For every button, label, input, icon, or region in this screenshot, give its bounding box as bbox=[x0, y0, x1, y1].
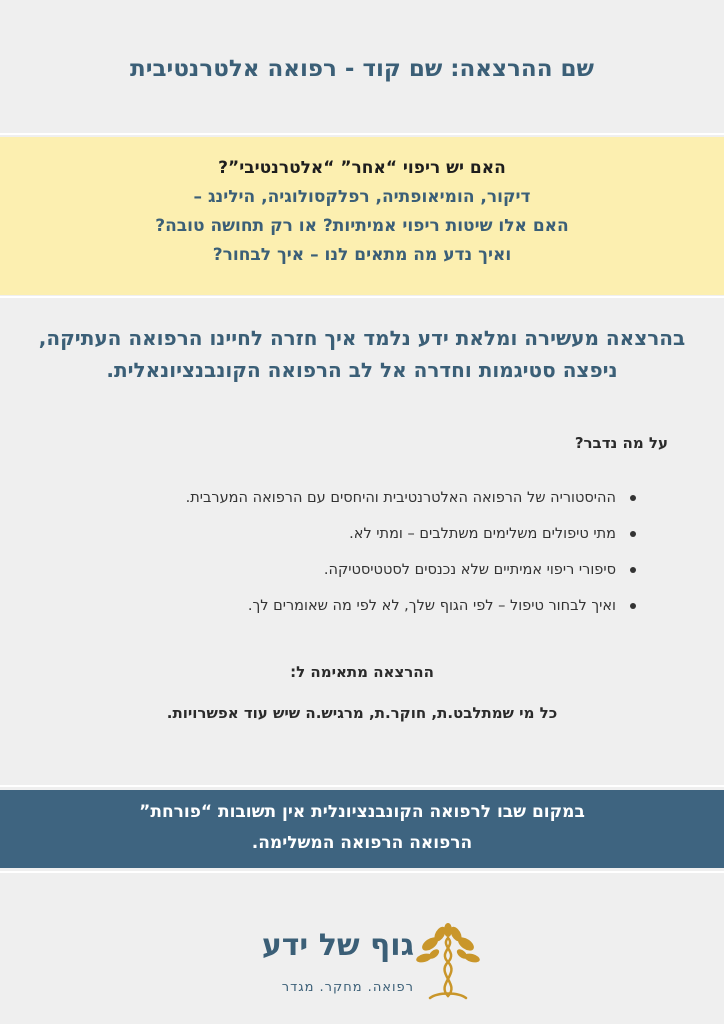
list-item-text: ואיך לבחור טיפול – לפי הגוף שלך, לא לפי מה שאומרים לך. bbox=[247, 598, 616, 614]
questions-heading: האם יש ריפוי “אחר” “אלטרנטיבי”? bbox=[218, 158, 506, 178]
closing-banner bbox=[0, 790, 724, 868]
divider bbox=[0, 133, 724, 135]
questions-box bbox=[0, 137, 724, 295]
list-item-text: מתי טיפולים משלימים משתלבים – ומתי לא. bbox=[349, 526, 616, 542]
intro-line: בהרצאה מעשירה ומלאת ידע נלמד איך חזרה לחיינו הרפואה העתיקה, bbox=[38, 326, 686, 350]
list-item bbox=[56, 480, 616, 516]
divider bbox=[0, 785, 724, 787]
question-line: דיקור, הומיאופתיה, רפלקסולוגיה, הילינג – bbox=[193, 187, 531, 207]
list-item-text: ההיסטוריה של הרפואה האלטרנטיבית והיחסים עם הרפואה המערבית. bbox=[185, 490, 616, 506]
list-item-text: סיפורי ריפוי אמיתיים שלא נכנסים לסטטיסטיקה. bbox=[323, 562, 616, 578]
brand-name: גוף של ידע bbox=[261, 928, 414, 963]
audience-text: כל מי שמתלבט.ת, חוקר.ת, מרגיש.ה שיש עוד אפשרויות. bbox=[166, 704, 558, 722]
divider bbox=[0, 296, 724, 298]
bullet-icon bbox=[630, 495, 636, 501]
tree-of-knowledge-icon bbox=[416, 922, 480, 1002]
banner-line: הרפואה הרפואה המשלימה. bbox=[251, 833, 473, 853]
bullet-icon bbox=[630, 603, 636, 609]
audience-heading: ההרצאה מתאימה ל: bbox=[290, 663, 434, 681]
list-item bbox=[56, 588, 616, 624]
intro-line: ניפצה סטיגמות וחדרה אל לב הרפואה הקונבנציונאלית. bbox=[106, 358, 618, 382]
topics-heading: על מה נדבר? bbox=[574, 434, 668, 452]
list-item bbox=[56, 552, 616, 588]
brand-logo bbox=[246, 922, 480, 1002]
intro-paragraph bbox=[20, 322, 704, 386]
banner-line: במקום שבו לרפואה הקונבנציונלית אין תשובות “פורחת” bbox=[139, 802, 585, 822]
topics-list bbox=[56, 480, 638, 624]
bullet-icon bbox=[630, 567, 636, 573]
page-title: שם ההרצאה: שם קוד - רפואה אלטרנטיבית bbox=[130, 56, 594, 82]
question-line: ואיך נדע מה מתאים לנו – איך לבחור? bbox=[212, 245, 512, 265]
question-line: האם אלו שיטות ריפוי אמיתיות? או רק תחושה טובה? bbox=[155, 216, 569, 236]
list-item bbox=[56, 516, 616, 552]
divider bbox=[0, 871, 724, 873]
brand-tagline: רפואה. מחקר. מגדר bbox=[281, 980, 414, 995]
bullet-icon bbox=[630, 531, 636, 537]
